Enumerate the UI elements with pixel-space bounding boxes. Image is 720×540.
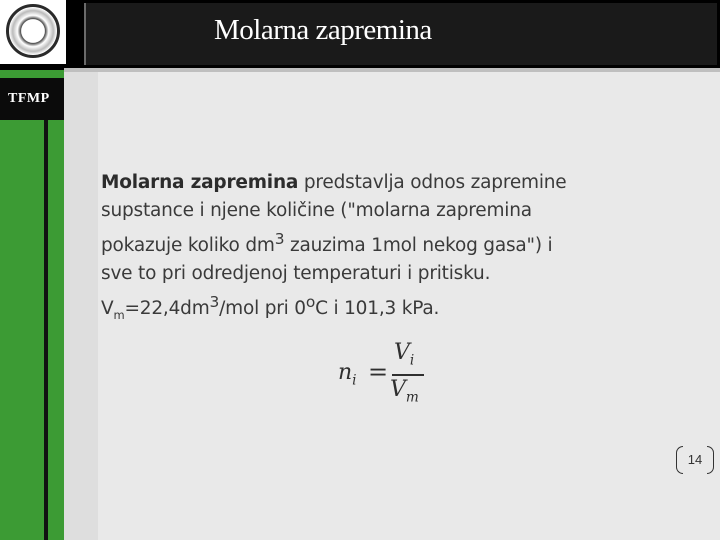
page-number-badge xyxy=(676,446,714,474)
logo-panel xyxy=(0,0,66,64)
formula-denominator: $V_m$ xyxy=(390,377,419,406)
slide-header xyxy=(0,0,720,70)
slide-title: Molarna zapremina xyxy=(214,14,432,46)
body-line-5: $V_m=22,4dm^3$/mol pri 0$^o$C i 101,3 kPa. xyxy=(101,293,440,322)
body-text xyxy=(101,169,701,329)
formula-numerator: $V_i$ xyxy=(394,340,415,369)
content-margin xyxy=(64,72,98,540)
university-seal-logo xyxy=(6,4,60,58)
page-bracket-right xyxy=(707,446,714,474)
body-line-2: supstance i njene količine ("molarna zapremina xyxy=(101,200,532,221)
formula-lhs: $n_i$ xyxy=(338,360,357,389)
sidebar xyxy=(0,70,64,540)
fraction-bar xyxy=(392,374,424,376)
body-line-3: pokazuje koliko $dm^3$ zauzima 1mol nekog gasa") i xyxy=(101,230,553,257)
body-line-1: Molarna zapremina predstavlja odnos zapremine xyxy=(101,172,567,193)
molar-formula xyxy=(338,340,448,408)
sidebar-label: TFMP xyxy=(8,91,50,106)
formula-equals: = xyxy=(368,358,389,386)
body-term: Molarna zapremina xyxy=(101,172,299,193)
sidebar-divider xyxy=(44,120,48,540)
body-line-4: sve to pri odredjenoj temperaturi i pritisku. xyxy=(101,263,491,285)
page-number: 14 xyxy=(687,452,703,467)
